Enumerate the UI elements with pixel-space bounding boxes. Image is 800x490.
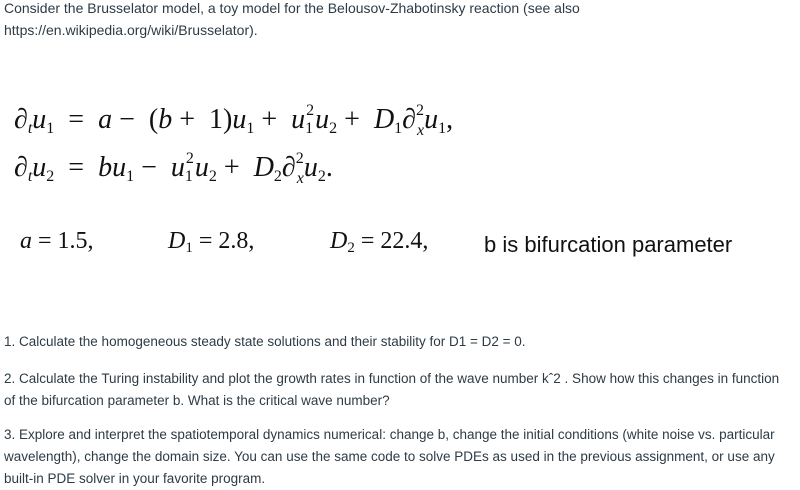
- bifurcation-note: b is bifurcation parameter: [484, 232, 733, 257]
- param-d2: $D_2 = 22.4$,: [330, 228, 429, 256]
- param-a: a = 1.5,: [20, 228, 94, 254]
- question-3: 3. Explore and interpret the spatiotemporal dynamics numerical: change b, change the initial conditions (white noise vs. particular wavelength), change the domain size. You can use the same code to solve PDEs as used in the previous assignment, or use any built-in PDE solver in your favorite program.: [4, 427, 775, 486]
- equation-1: $\partial_tu_1 = a - (b + 1)u_1 + u_1^2u_2 + D_1\partial^2_xu_1$,: [14, 102, 454, 139]
- question-1: 1. Calculate the homogeneous steady state solutions and their stability for D1 = D2 = 0.: [4, 334, 526, 349]
- intro-paragraph: Consider the Brusselator model, a toy model for the Belousov-Zhabotinsky reaction (see also https://en.wikipedia.org/wiki/Brusselator).: [4, 0, 580, 38]
- equation-2: $\partial_tu_2 = bu_1 - u_1^2u_2 + D_2\partial^2_xu_2$.: [14, 150, 333, 187]
- question-2: 2. Calculate the Turing instability and plot the growth rates in function of the wave number kˆ2 . Show how this changes in function of the bifurcation parameter b. What is the critical wave number?: [4, 371, 780, 408]
- param-d1: $D_1 = 2.8$,: [168, 228, 255, 256]
